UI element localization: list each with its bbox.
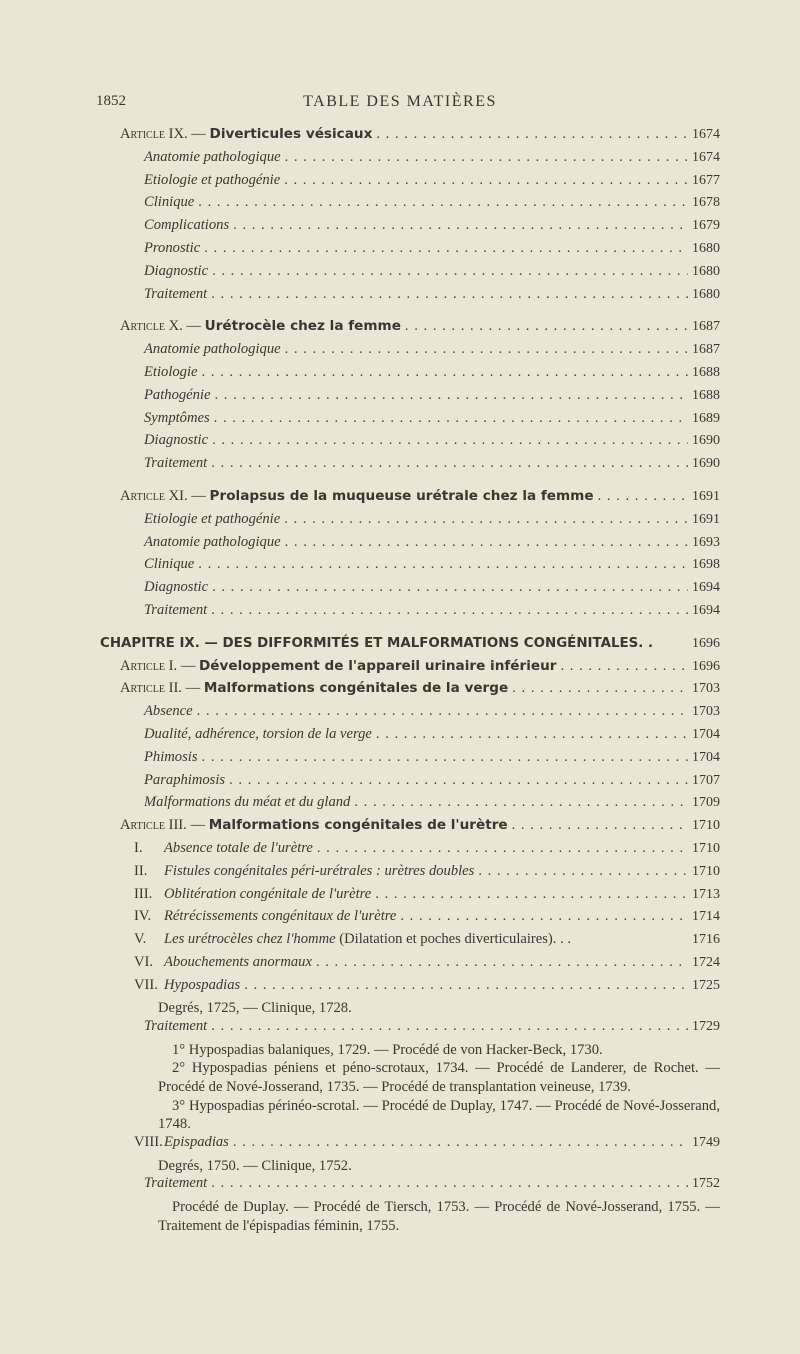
page-ref: 1691 [692, 488, 720, 504]
toc-entry[interactable] [120, 149, 720, 172]
page-ref: 1679 [692, 218, 720, 234]
entry-label: Oblitération congénitale de l'urètre [164, 885, 372, 902]
article-prefix: Article IX. — [120, 126, 210, 142]
toc-entry[interactable] [120, 1175, 720, 1198]
leader-dots [211, 1175, 688, 1192]
leader-dots [214, 410, 688, 427]
entry-label: Traitement [144, 1018, 208, 1035]
toc-entry[interactable] [120, 341, 720, 364]
degrees-note: Degrés, 1725, — Clinique, 1728. [158, 1000, 352, 1017]
leader-dots [198, 556, 688, 573]
page-ref: 1709 [692, 795, 720, 811]
entry-label: Abouchements anormaux [164, 953, 312, 970]
leader-dots [284, 511, 688, 528]
toc-article[interactable] [120, 658, 720, 681]
entry-label: Paraphimosis [144, 771, 226, 788]
toc-entry[interactable] [120, 703, 720, 726]
leader-dots [211, 286, 688, 303]
page-ref: 1707 [692, 772, 720, 788]
leader-dots [202, 364, 688, 381]
entry-label: Anatomie pathologique [144, 148, 281, 165]
page-ref: 1689 [692, 410, 720, 426]
leader-dots [354, 794, 688, 811]
entry-label: Complications [144, 217, 230, 234]
toc-entry[interactable] [120, 772, 720, 795]
toc-entry[interactable] [120, 286, 720, 309]
toc-entry[interactable] [120, 794, 720, 817]
roman-numeral: VIII. [134, 1133, 163, 1150]
toc-article[interactable] [120, 680, 720, 703]
entry-label: Traitement [144, 455, 208, 472]
entry-label: Epispadias [164, 1133, 229, 1150]
page-ref: 1714 [692, 909, 720, 925]
entry-label: Pathogénie [144, 386, 211, 403]
leader-dots [376, 726, 688, 743]
page-ref: 1752 [692, 1176, 720, 1192]
article-title: Malformations congénitales de la verge [203, 680, 509, 697]
toc-entry[interactable] [120, 240, 720, 263]
table-of-contents [100, 126, 720, 1235]
toc-entry[interactable] [120, 410, 720, 433]
page-ref: 1749 [692, 1134, 720, 1150]
leader-dots [202, 749, 688, 766]
toc-entry[interactable] [120, 432, 720, 455]
entry-label: Diagnostic [144, 579, 209, 596]
page-header [96, 93, 704, 117]
leader-dots [598, 488, 688, 505]
page-ref: 1674 [692, 127, 720, 142]
entry-extra: (Dilatation et poches diverticulaires). . . [335, 931, 572, 948]
page-ref: 1674 [692, 149, 720, 165]
leader-dots [478, 863, 688, 880]
entry-label: Absence [144, 703, 193, 720]
page-ref: 1678 [692, 195, 720, 211]
page-ref: 1696 [692, 658, 720, 674]
chapter-title: CHAPITRE IX. — DES DIFFORMITÉS ET MALFORMATIONS CONGÉNITALES. . [100, 635, 654, 651]
leader-dots [560, 658, 688, 675]
leader-dots [512, 680, 688, 697]
leader-dots [233, 1134, 688, 1151]
toc-entry[interactable] [120, 172, 720, 195]
toc-entry[interactable] [120, 556, 720, 579]
article-title: Malformations congénitales de l'urètre [208, 817, 508, 834]
toc-entry[interactable] [120, 908, 720, 931]
leader-dots [214, 387, 688, 404]
toc-entry[interactable] [120, 1134, 720, 1157]
leader-dots [204, 240, 688, 257]
toc-entry[interactable] [120, 840, 720, 863]
article-title: Prolapsus de la muqueuse urétrale chez la femme [209, 487, 594, 504]
page-ref: 1687 [692, 342, 720, 358]
toc-entry[interactable] [120, 931, 720, 954]
page-ref: 1703 [692, 704, 720, 720]
page-ref: 1704 [692, 726, 720, 742]
toc-article[interactable] [120, 126, 720, 149]
leader-dots [212, 579, 688, 596]
leader-dots [212, 432, 688, 449]
roman-numeral: I. [134, 839, 143, 856]
leader-dots [197, 703, 688, 720]
entry-label: Pronostic [144, 239, 201, 256]
entry-label: Anatomie pathologique [144, 533, 281, 550]
entry-label: Etiologie [144, 363, 198, 380]
leader-dots [212, 263, 688, 280]
entry-label: Fistules congénitales péri-urétrales : urètres doubles [164, 862, 475, 879]
leader-dots [211, 602, 688, 619]
page-ref: 1704 [692, 749, 720, 765]
entry-label: Malformations du méat et du gland [144, 794, 351, 811]
page-ref: 1691 [692, 511, 720, 527]
toc-entry[interactable] [120, 726, 720, 749]
toc-chapter[interactable] [100, 635, 720, 658]
toc-entry[interactable] [120, 217, 720, 240]
article-title: Urétrocèle chez la femme [204, 318, 401, 335]
page-ref: 1703 [692, 681, 720, 697]
entry-label: Absence totale de l'urètre [164, 839, 313, 856]
roman-numeral: IV. [134, 908, 152, 925]
roman-numeral: V. [134, 931, 147, 948]
entry-label: Anatomie pathologique [144, 341, 281, 358]
leader-dots [211, 455, 688, 472]
leader-dots [233, 217, 688, 234]
toc-article[interactable] [120, 488, 720, 511]
toc-article[interactable] [120, 318, 720, 341]
leader-dots [405, 318, 688, 335]
leader-dots [198, 194, 688, 211]
toc-entry[interactable] [120, 534, 720, 557]
roman-numeral: VI. [134, 953, 154, 970]
leader-dots [316, 954, 688, 971]
toc-article[interactable] [120, 817, 720, 840]
toc-entry[interactable] [120, 602, 720, 625]
toc-entry[interactable] [120, 455, 720, 478]
entry-label: Clinique [144, 194, 195, 211]
leader-dots [244, 977, 688, 994]
leader-dots [229, 772, 688, 789]
leader-dots [285, 149, 688, 166]
leader-dots [512, 817, 688, 834]
page-ref: 1694 [692, 580, 720, 596]
entry-label: Symptômes [144, 409, 210, 426]
running-title: TABLE DES MATIÈRES [303, 93, 497, 110]
page-ref: 1729 [692, 1019, 720, 1035]
toc-entry[interactable] [120, 263, 720, 286]
roman-numeral: VII. [134, 976, 158, 993]
page-ref: 1724 [692, 954, 720, 970]
entry-label: Traitement [144, 1175, 208, 1192]
entry-label: Diagnostic [144, 262, 209, 279]
page-ref: 1696 [692, 635, 720, 651]
leader-dots [285, 534, 688, 551]
leader-dots [317, 840, 688, 857]
page-ref: 1710 [692, 840, 720, 856]
procedure-paragraph: Procédé de Duplay. — Procédé de Tiersch, 1753. — Procédé de Nové-Josserand, 1755. — Traitement de l'épispadias féminin, 1755. [158, 1199, 720, 1234]
page-ref: 1710 [692, 863, 720, 879]
entry-label: Diagnostic [144, 432, 209, 449]
procedure-paragraph: 3° Hypospadias périnéo-scrotal. — Procédé de Duplay, 1747. — Procédé de Nové-Josserand, 1748. [158, 1097, 720, 1133]
page-ref: 1680 [692, 263, 720, 279]
article-title: Développement de l'appareil urinaire inférieur [198, 657, 557, 674]
roman-numeral: III. [134, 885, 153, 902]
page-ref: 1716 [692, 932, 720, 948]
page-ref: 1694 [692, 602, 720, 618]
page-ref: 1690 [692, 456, 720, 472]
toc-entry[interactable] [120, 977, 720, 1000]
toc-entry[interactable] [120, 863, 720, 886]
page-ref: 1680 [692, 286, 720, 302]
entry-label: Etiologie et pathogénie [144, 510, 281, 527]
leader-dots [376, 126, 688, 143]
article-prefix: Article I. — [120, 657, 199, 674]
toc-entry[interactable] [120, 749, 720, 772]
toc-entry[interactable] [120, 511, 720, 534]
entry-label: Dualité, adhérence, torsion de la verge [144, 725, 372, 742]
procedure-paragraph: 1° Hypospadias balaniques, 1729. — Procédé de von Hacker-Beck, 1730. [172, 1041, 603, 1058]
toc-entry[interactable] [120, 954, 720, 977]
page-ref: 1677 [692, 172, 720, 188]
entry-label: Les urétrocèles chez l'homme [164, 931, 336, 948]
article-prefix: Article XI. — [120, 487, 210, 504]
page-ref: 1693 [692, 534, 720, 550]
leader-dots [375, 886, 688, 903]
entry-label: Etiologie et pathogénie [144, 171, 281, 188]
leader-dots [285, 341, 688, 358]
toc-entry[interactable] [120, 886, 720, 909]
page-ref: 1680 [692, 240, 720, 256]
leader-dots [284, 172, 688, 189]
article-prefix: Article III. — [120, 817, 209, 834]
article-prefix: Article X. — [120, 318, 205, 335]
leader-dots [211, 1018, 688, 1035]
page-ref: 1710 [692, 818, 720, 834]
toc-entry[interactable] [120, 1018, 720, 1041]
page-number: 1852 [96, 93, 126, 109]
page-ref: 1698 [692, 557, 720, 573]
entry-label: Hypospadias [164, 976, 241, 993]
page-ref: 1713 [692, 886, 720, 902]
procedure-paragraph: 2° Hypospadias péniens et péno-scrotaux, 1734. — Procédé de Landerer, de Rochet. — Procédé de Nové-Josserand, 1735. — Procédé de transplantation veineuse, 1739. [158, 1060, 720, 1096]
roman-numeral: II. [134, 862, 148, 879]
page-ref: 1690 [692, 433, 720, 449]
page-ref: 1687 [692, 319, 720, 335]
toc-entry[interactable] [120, 579, 720, 602]
entry-label: Clinique [144, 556, 195, 573]
entry-label: Traitement [144, 601, 208, 618]
page-ref: 1688 [692, 387, 720, 403]
article-title: Diverticules vésicaux [209, 126, 373, 142]
entry-label: Rétrécissements congénitaux de l'urètre [164, 908, 397, 925]
page-ref: 1688 [692, 364, 720, 380]
toc-entry[interactable] [120, 194, 720, 217]
entry-label: Traitement [144, 285, 208, 302]
article-prefix: Article II. — [120, 680, 204, 697]
degrees-note: Degrés, 1750. — Clinique, 1752. [158, 1157, 352, 1174]
page-ref: 1725 [692, 977, 720, 993]
toc-entry[interactable] [120, 387, 720, 410]
entry-label: Phimosis [144, 748, 198, 765]
leader-dots [400, 908, 688, 925]
toc-entry[interactable] [120, 364, 720, 387]
